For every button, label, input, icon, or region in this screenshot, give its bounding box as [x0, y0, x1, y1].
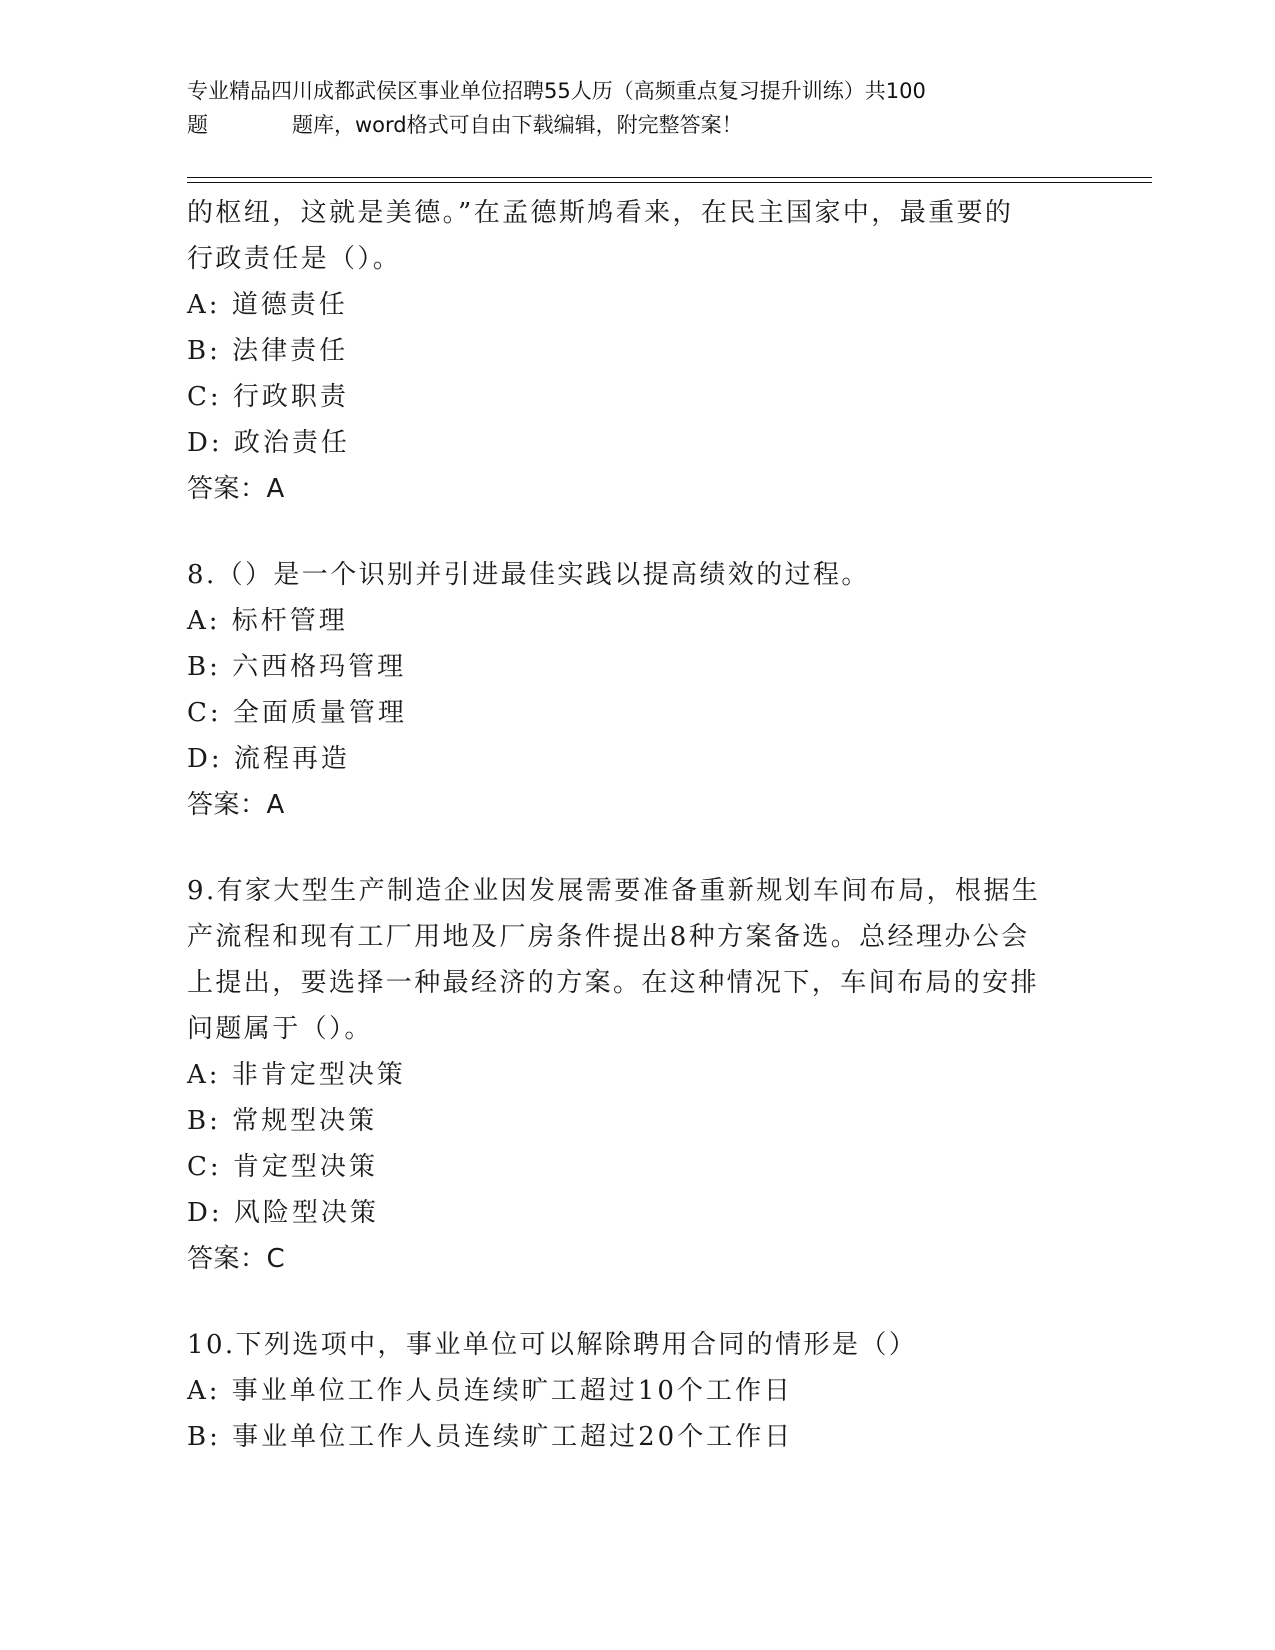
question-stem-line: 问题属于（）。: [187, 1014, 373, 1044]
option-b: B: 常规型决策: [187, 1106, 378, 1136]
option-d: D: 风险型决策: [187, 1198, 379, 1228]
answer-line: 答案：A: [187, 790, 285, 820]
header-rule-top: [187, 177, 1152, 178]
header-title-line1: 专业精品四川成都武侯区事业单位招聘55人历（高频重点复习提升训练）共100: [187, 79, 926, 103]
option-a: A: 标杆管理: [187, 606, 348, 636]
question-8: [187, 552, 1087, 828]
question-9: [187, 868, 1087, 1282]
answer-line: 答案：C: [187, 1244, 286, 1274]
question-stem-line: 的枢纽，这就是美德。”在孟德斯鸠看来，在民主国家中，最重要的: [187, 198, 1014, 228]
question-spacer: [187, 828, 1087, 868]
question-spacer: [187, 1282, 1087, 1322]
question-stem-line: 10.下列选项中，事业单位可以解除聘用合同的情形是（）: [187, 1330, 918, 1360]
question-spacer: [187, 512, 1087, 552]
question-7: [187, 190, 1087, 512]
question-10: [187, 1322, 1087, 1460]
header-title-line2: 题 题库，word格式可自由下载编辑，附完整答案！: [187, 113, 743, 137]
question-stem-line: 8.（）是一个识别并引进最佳实践以提高绩效的过程。: [187, 560, 870, 590]
header-rule-bottom: [187, 182, 1152, 183]
option-a: A: 道德责任: [187, 290, 348, 320]
option-b: B: 事业单位工作人员连续旷工超过20个工作日: [187, 1422, 794, 1452]
option-a: A: 事业单位工作人员连续旷工超过10个工作日: [187, 1376, 793, 1406]
option-c: C: 全面质量管理: [187, 698, 407, 728]
option-d: D: 流程再造: [187, 744, 350, 774]
question-list: [187, 190, 1087, 1460]
question-stem-line: 9.有家大型生产制造企业因发展需要准备重新规划车间布局，根据生: [187, 876, 1041, 906]
page-header: [187, 74, 1067, 142]
option-a: A: 非肯定型决策: [187, 1060, 406, 1090]
answer-line: 答案：A: [187, 474, 285, 504]
option-b: B: 法律责任: [187, 336, 349, 366]
option-d: D: 政治责任: [187, 428, 350, 458]
option-b: B: 六西格玛管理: [187, 652, 407, 682]
question-stem-line: 上提出，要选择一种最经济的方案。在这种情况下，车间布局的安排: [187, 968, 1040, 998]
option-c: C: 行政职责: [187, 382, 349, 412]
question-stem-line: 产流程和现有工厂用地及厂房条件提出8种方案备选。总经理办公会: [187, 922, 1030, 952]
question-stem-line: 行政责任是（）。: [187, 244, 402, 274]
option-c: C: 肯定型决策: [187, 1152, 378, 1182]
